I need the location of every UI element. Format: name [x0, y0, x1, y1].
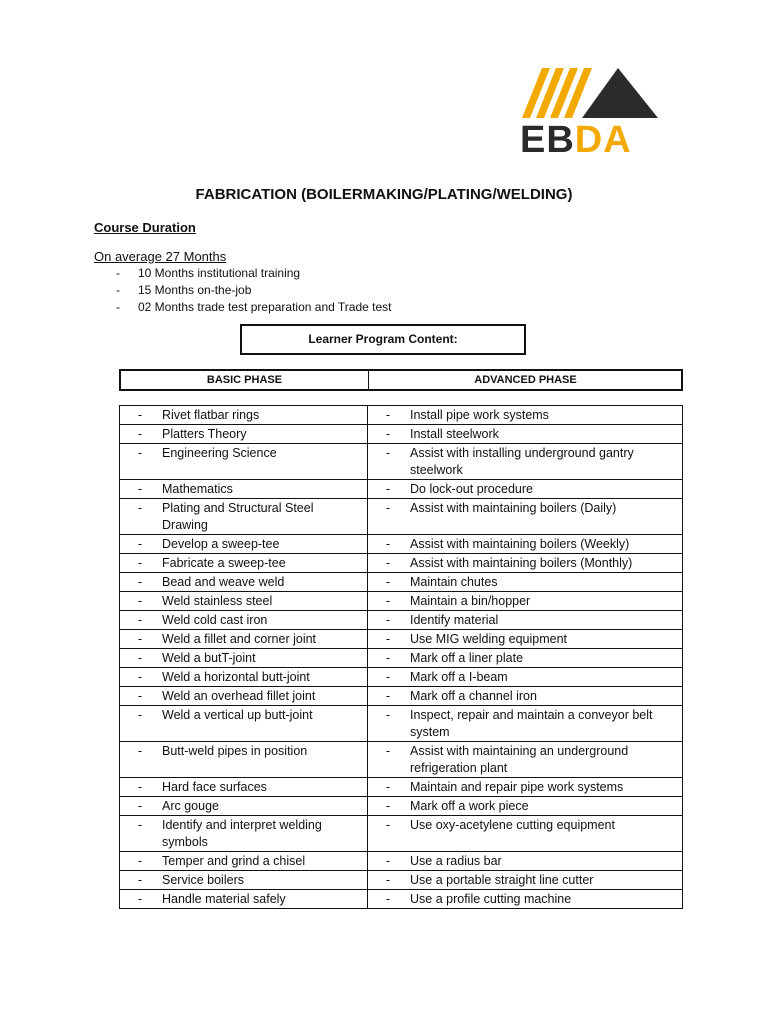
basic-phase-item: Weld a horizontal butt-joint	[162, 670, 310, 684]
advanced-phase-item: Maintain a bin/hopper	[410, 594, 531, 608]
basic-phase-cell	[120, 649, 368, 668]
duration-list	[94, 265, 392, 316]
basic-phase-item: Bead and weave weld	[162, 575, 285, 589]
basic-phase-cell	[120, 611, 368, 630]
bullet-dash: -	[138, 799, 143, 813]
advanced-phase-cell	[368, 535, 683, 554]
bullet-dash: -	[386, 892, 391, 906]
advanced-phase-cell	[368, 592, 683, 611]
basic-phase-cell	[120, 687, 368, 706]
table-row	[120, 573, 683, 592]
table-row	[120, 706, 683, 742]
advanced-phase-item: Assist with maintaining boilers (Weekly)	[410, 537, 630, 551]
basic-phase-cell	[120, 816, 368, 852]
basic-phase-cell	[120, 499, 368, 535]
bullet-dash: -	[386, 873, 391, 887]
average-duration-heading: On average 27 Months	[94, 249, 227, 264]
table-row	[120, 668, 683, 687]
duration-item	[94, 265, 392, 282]
basic-phase-item: Identify and interpret welding symbols	[162, 818, 322, 849]
bullet-dash: -	[116, 283, 120, 297]
advanced-phase-cell	[368, 687, 683, 706]
basic-phase-item: Weld an overhead fillet joint	[162, 689, 316, 703]
bullet-dash: -	[386, 818, 391, 832]
bullet-dash: -	[386, 689, 391, 703]
basic-phase-cell	[120, 573, 368, 592]
table-row	[120, 630, 683, 649]
bullet-dash: -	[386, 537, 391, 551]
bullet-dash: -	[138, 575, 143, 589]
bullet-dash: -	[138, 594, 143, 608]
program-content-label: Learner Program Content:	[240, 324, 526, 355]
advanced-phase-cell	[368, 480, 683, 499]
bullet-dash: -	[138, 446, 143, 460]
duration-item	[94, 299, 392, 316]
advanced-phase-item: Maintain and repair pipe work systems	[410, 780, 624, 794]
table-row	[120, 406, 683, 425]
basic-phase-cell	[120, 535, 368, 554]
advanced-phase-cell	[368, 706, 683, 742]
ebda-logo	[520, 66, 660, 161]
logo-wordmark	[520, 120, 632, 160]
advanced-phase-item: Do lock-out procedure	[410, 482, 533, 496]
advanced-phase-cell	[368, 797, 683, 816]
advanced-phase-cell	[368, 871, 683, 890]
basic-phase-header: BASIC PHASE	[121, 371, 369, 389]
table-row	[120, 649, 683, 668]
bullet-dash: -	[116, 300, 120, 314]
course-duration-heading: Course Duration	[94, 220, 196, 235]
advanced-phase-item: Use oxy-acetylene cutting equipment	[410, 818, 615, 832]
basic-phase-item: Plating and Structural Steel Drawing	[162, 501, 314, 532]
advanced-phase-cell	[368, 668, 683, 687]
table-row	[120, 742, 683, 778]
bullet-dash: -	[386, 408, 391, 422]
basic-phase-cell	[120, 480, 368, 499]
advanced-phase-cell	[368, 425, 683, 444]
advanced-phase-cell	[368, 890, 683, 909]
basic-phase-item: Weld a butT-joint	[162, 651, 256, 665]
table-row	[120, 480, 683, 499]
logo-text-eb: EB	[520, 119, 575, 161]
bullet-dash: -	[386, 482, 391, 496]
table-row	[120, 871, 683, 890]
logo-stripes-triangle-icon	[520, 66, 660, 122]
table-row	[120, 592, 683, 611]
bullet-dash: -	[138, 854, 143, 868]
advanced-phase-item: Use MIG welding equipment	[410, 632, 568, 646]
table-row	[120, 852, 683, 871]
bullet-dash: -	[386, 556, 391, 570]
table-row	[120, 499, 683, 535]
advanced-phase-header: ADVANCED PHASE	[474, 374, 577, 386]
advanced-phase-item: Mark off a I-beam	[410, 670, 508, 684]
advanced-phase-cell	[368, 499, 683, 535]
advanced-phase-cell	[368, 778, 683, 797]
duration-text: 15 Months on-the-job	[138, 283, 252, 297]
advanced-phase-item: Mark off a work piece	[410, 799, 529, 813]
bullet-dash: -	[138, 408, 143, 422]
advanced-phase-item: Mark off a channel iron	[410, 689, 537, 703]
basic-phase-item: Service boilers	[162, 873, 244, 887]
basic-phase-cell	[120, 871, 368, 890]
table-row	[120, 816, 683, 852]
duration-item	[94, 282, 392, 299]
advanced-phase-item: Assist with installing underground gantry steelwork	[410, 446, 634, 477]
bullet-dash: -	[138, 873, 143, 887]
advanced-phase-cell	[368, 406, 683, 425]
table-row	[120, 890, 683, 909]
advanced-phase-item: Assist with maintaining an underground refrigeration plant	[410, 744, 629, 775]
bullet-dash: -	[138, 708, 143, 722]
basic-phase-item: Platters Theory	[162, 427, 247, 441]
basic-phase-item: Engineering Science	[162, 446, 277, 460]
phase-header-row	[119, 369, 683, 391]
bullet-dash: -	[386, 501, 391, 515]
basic-phase-item: Weld a fillet and corner joint	[162, 632, 317, 646]
basic-phase-item: Develop a sweep-tee	[162, 537, 280, 551]
document-title: FABRICATION (BOILERMAKING/PLATING/WELDING)	[195, 186, 573, 203]
basic-phase-item: Fabricate a sweep-tee	[162, 556, 286, 570]
basic-phase-cell	[120, 890, 368, 909]
bullet-dash: -	[138, 482, 143, 496]
advanced-phase-cell	[368, 630, 683, 649]
bullet-dash: -	[386, 632, 391, 646]
advanced-phase-item: Use a profile cutting machine	[410, 892, 572, 906]
bullet-dash: -	[138, 632, 143, 646]
logo-text-da: DA	[574, 119, 632, 161]
advanced-phase-cell	[368, 852, 683, 871]
basic-phase-item: Weld stainless steel	[162, 594, 273, 608]
basic-phase-cell	[120, 852, 368, 871]
bullet-dash: -	[138, 689, 143, 703]
bullet-dash: -	[138, 537, 143, 551]
basic-phase-cell	[120, 797, 368, 816]
bullet-dash: -	[138, 670, 143, 684]
bullet-dash: -	[386, 799, 391, 813]
bullet-dash: -	[386, 780, 391, 794]
advanced-phase-item: Inspect, repair and maintain a conveyor belt system	[410, 708, 653, 739]
bullet-dash: -	[138, 501, 143, 515]
bullet-dash: -	[386, 427, 391, 441]
basic-phase-item: Arc gouge	[162, 799, 219, 813]
basic-phase-item: Weld cold cast iron	[162, 613, 268, 627]
advanced-phase-item: Maintain chutes	[410, 575, 498, 589]
basic-phase-cell	[120, 742, 368, 778]
basic-phase-item: Mathematics	[162, 482, 233, 496]
advanced-phase-cell	[368, 573, 683, 592]
table-row	[120, 425, 683, 444]
basic-phase-item: Rivet flatbar rings	[162, 408, 260, 422]
basic-phase-cell	[120, 668, 368, 687]
advanced-phase-item: Assist with maintaining boilers (Daily)	[410, 501, 617, 515]
bullet-dash: -	[138, 818, 143, 832]
bullet-dash: -	[138, 780, 143, 794]
basic-phase-cell	[120, 554, 368, 573]
advanced-phase-cell	[368, 742, 683, 778]
basic-phase-item: Butt-weld pipes in position	[162, 744, 308, 758]
duration-text: 10 Months institutional training	[138, 266, 301, 280]
basic-phase-cell	[120, 406, 368, 425]
advanced-phase-item: Install pipe work systems	[410, 408, 549, 422]
basic-phase-item: Hard face surfaces	[162, 780, 267, 794]
bullet-dash: -	[386, 708, 391, 722]
advanced-phase-cell	[368, 611, 683, 630]
table-row	[120, 778, 683, 797]
table-row	[120, 611, 683, 630]
basic-phase-cell	[120, 706, 368, 742]
advanced-phase-cell	[368, 554, 683, 573]
advanced-phase-item: Use a portable straight line cutter	[410, 873, 594, 887]
bullet-dash: -	[386, 613, 391, 627]
advanced-phase-item: Identify material	[410, 613, 499, 627]
table-row	[120, 797, 683, 816]
advanced-phase-cell	[368, 816, 683, 852]
bullet-dash: -	[386, 744, 391, 758]
bullet-dash: -	[116, 266, 120, 280]
bullet-dash: -	[386, 594, 391, 608]
basic-phase-item: Weld a vertical up butt-joint	[162, 708, 313, 722]
table-row	[120, 535, 683, 554]
basic-phase-cell	[120, 778, 368, 797]
basic-phase-cell	[120, 425, 368, 444]
bullet-dash: -	[138, 744, 143, 758]
bullet-dash: -	[386, 575, 391, 589]
basic-phase-item: Temper and grind a chisel	[162, 854, 306, 868]
duration-text: 02 Months trade test preparation and Trade test	[138, 300, 392, 314]
table-row	[120, 554, 683, 573]
table-row	[120, 444, 683, 480]
basic-phase-cell	[120, 444, 368, 480]
bullet-dash: -	[138, 613, 143, 627]
program-content-table	[119, 405, 683, 909]
advanced-phase-cell	[368, 444, 683, 480]
bullet-dash: -	[386, 854, 391, 868]
advanced-phase-item: Install steelwork	[410, 427, 499, 441]
bullet-dash: -	[138, 651, 143, 665]
bullet-dash: -	[138, 427, 143, 441]
bullet-dash: -	[386, 651, 391, 665]
advanced-phase-item: Assist with maintaining boilers (Monthly)	[410, 556, 633, 570]
advanced-phase-item: Use a radius bar	[410, 854, 502, 868]
bullet-dash: -	[138, 892, 143, 906]
basic-phase-item: Handle material safely	[162, 892, 286, 906]
basic-phase-cell	[120, 630, 368, 649]
bullet-dash: -	[138, 556, 143, 570]
advanced-phase-item: Mark off a liner plate	[410, 651, 524, 665]
table-row	[120, 687, 683, 706]
basic-phase-cell	[120, 592, 368, 611]
advanced-phase-cell	[368, 649, 683, 668]
bullet-dash: -	[386, 446, 391, 460]
bullet-dash: -	[386, 670, 391, 684]
